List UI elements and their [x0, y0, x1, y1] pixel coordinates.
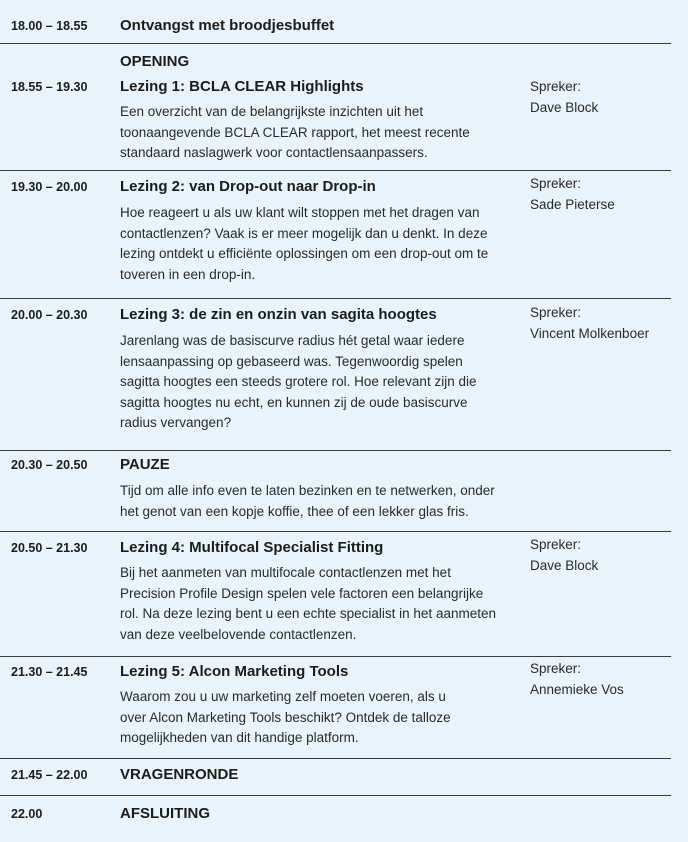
section-heading: OPENING: [120, 53, 190, 70]
session-title: Lezing 4: Multifocal Specialist Fitting: [120, 539, 384, 556]
session-time: 18.00 – 18.55: [11, 19, 88, 33]
speaker-info: [530, 77, 598, 118]
session-title: VRAGENRONDE: [120, 766, 239, 783]
session-title: AFSLUITING: [120, 805, 210, 822]
session-title: PAUZE: [120, 456, 170, 473]
session-time: 20.00 – 20.30: [11, 308, 88, 322]
speaker-info: [530, 303, 649, 344]
session-title: Ontvangst met broodjesbuffet: [120, 17, 335, 34]
session-description: Bij het aanmeten van multifocale contactlenzen met het Precision Profile Design spelen vele factoren een belangrijke rol. Na deze lezing bent u een echte specialist in het aanmeten van deze veelbelovende contactlenzen.: [120, 565, 496, 642]
speaker-label: Spreker:: [530, 305, 582, 320]
speaker-name: Sade Pieterse: [530, 196, 615, 212]
session-time: 22.00: [11, 807, 43, 821]
session-time: 20.30 – 20.50: [11, 458, 88, 472]
session-title: Lezing 1: BCLA CLEAR Highlights: [120, 78, 364, 95]
row-divider: [0, 298, 671, 299]
speaker-label: Spreker:: [530, 176, 582, 191]
speaker-info: [530, 174, 615, 215]
session-title: Lezing 3: de zin en onzin van sagita hoogtes: [120, 306, 437, 323]
speaker-info: [530, 535, 598, 576]
row-divider: [0, 531, 671, 532]
session-description: Een overzicht van de belangrijkste inzichten uit het toonaangevende BCLA CLEAR rapport, het meest recente standaard naslagwerk voor contactlensaanpassers.: [120, 104, 470, 160]
speaker-label: Spreker:: [530, 661, 582, 676]
row-divider: [0, 758, 671, 759]
speaker-name: Annemieke Vos: [530, 681, 624, 697]
row-divider: [0, 795, 671, 796]
row-divider: [0, 170, 671, 171]
session-time: 21.30 – 21.45: [11, 665, 88, 679]
session-description: Hoe reageert u als uw klant wilt stoppen met het dragen van contactlenzen? Vaak is er meer mogelijk dan u denkt. In deze lezing ontdekt u efficiënte oplossingen om een drop-out om te toveren in een drop-in.: [120, 205, 489, 282]
session-title: Lezing 2: van Drop-out naar Drop-in: [120, 178, 376, 195]
row-divider: [0, 450, 671, 451]
session-description: Waarom zou u uw marketing zelf moeten voeren, als u over Alcon Marketing Tools beschikt? Ontdek de talloze mogelijkheden van dit handige platform.: [120, 689, 451, 745]
speaker-name: Dave Block: [530, 99, 599, 115]
session-time: 19.30 – 20.00: [11, 180, 88, 194]
speaker-name: Vincent Molkenboer: [530, 325, 650, 341]
row-divider: [0, 43, 671, 44]
speaker-label: Spreker:: [530, 537, 582, 552]
session-time: 21.45 – 22.00: [11, 768, 88, 782]
session-title: Lezing 5: Alcon Marketing Tools: [120, 663, 349, 680]
row-divider: [0, 656, 671, 657]
speaker-name: Dave Block: [530, 557, 599, 573]
session-description: Jarenlang was de basiscurve radius hét getal waar iedere lensaanpassing op gebaseerd was. Tegenwoordig spelen sagitta hoogtes een steeds grotere rol. Hoe relevant zijn die sagitta hoogtes nu echt, en kunnen zij de oude basiscurve radius vervangen?: [120, 333, 477, 430]
session-time: 18.55 – 19.30: [11, 80, 88, 94]
speaker-label: Spreker:: [530, 79, 582, 94]
speaker-info: [530, 659, 624, 700]
session-description: Tijd om alle info even te laten bezinken en te netwerken, onder het genot van een kopje koffie, thee of een lekker glas fris.: [120, 483, 495, 519]
session-time: 20.50 – 21.30: [11, 541, 88, 555]
